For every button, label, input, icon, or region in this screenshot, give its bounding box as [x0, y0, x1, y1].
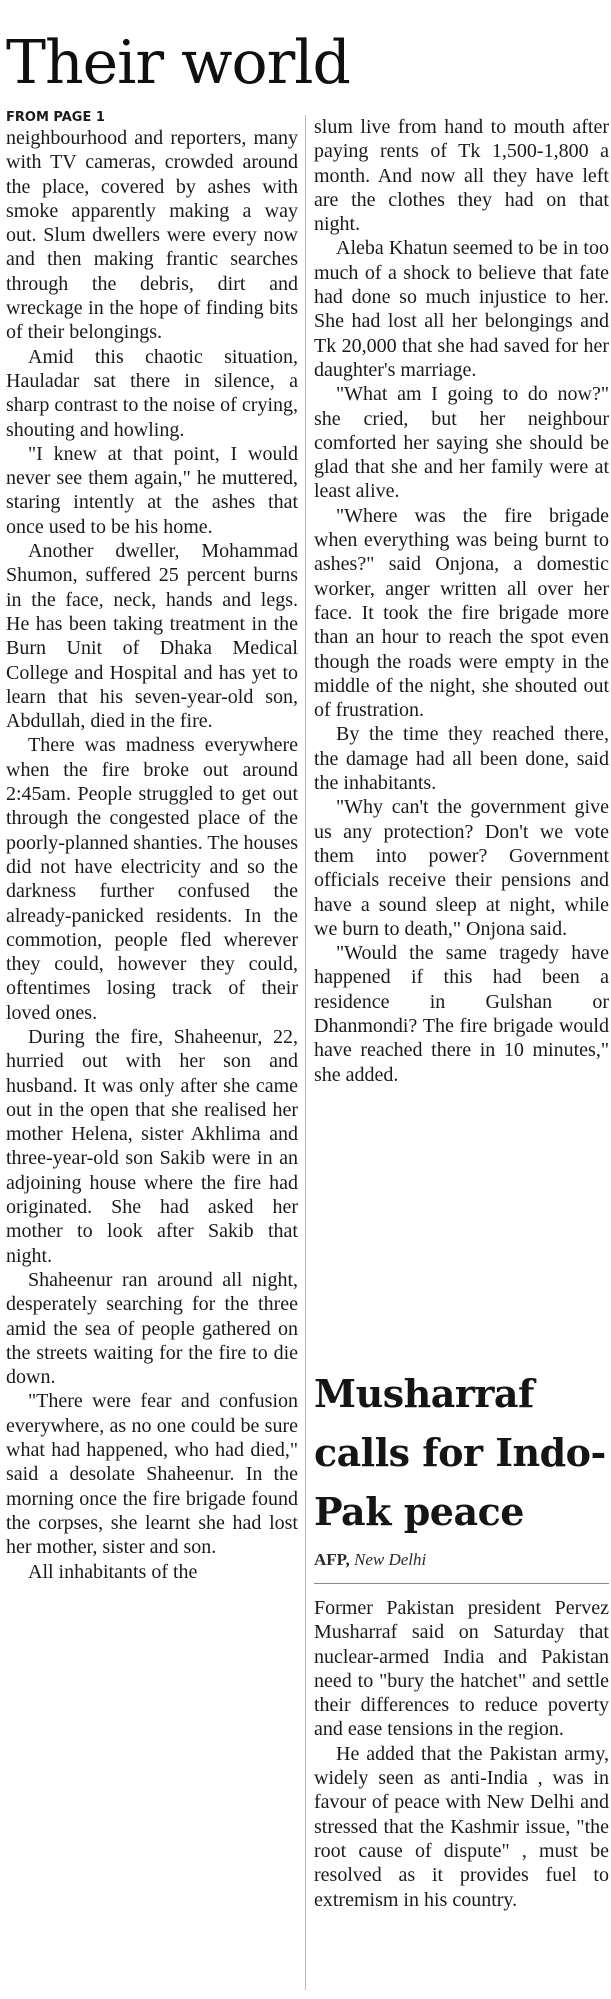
- second-article-headline: [314, 1364, 609, 1541]
- paragraph: neighbourhood and reporters, many with TV cameras, crowded around the place, covered by ashes with smoke apparently making a way out. Slum dwellers were every now and then making frantic searches through the debris, dirt and wreckage in the hope of finding bits of their belongings.: [6, 127, 298, 344]
- dateline-rule: [314, 1583, 609, 1584]
- paragraph: By the time they reached there, the damage had all been done, said the inhabitants.: [314, 723, 609, 795]
- article-right-column: [314, 115, 609, 1087]
- paragraph: There was madness everywhere when the fire broke out around 2:45am. People struggled to get out through the congested place of the poorly-planned shanties. The houses did not have electricity and so the darkness further confused the already-panicked residents. In the commotion, people fled wherever they could, however they could, oftentimes losing track of their loved ones.: [6, 734, 298, 1024]
- paragraph: Another dweller, Mohammad Shumon, suffered 25 percent burns in the face, neck, hands and legs. He has been taking treatment in the Burn Unit of Dhaka Medical College and Hospital and has yet to learn that his seven-year-old son, Abdullah, died in the fire.: [6, 540, 298, 733]
- paragraph: He added that the Pakistan army, widely seen as anti-India , was in favour of peace with New Delhi and stressed that the Kashmir issue, "the root cause of dispute" , must be resolved as it provides fuel to extremism in his country.: [314, 1742, 609, 1911]
- paragraph: Aleba Khatun seemed to be in too much of a shock to believe that fate had done so much injustice to her. She had lost all her belongings and Tk 20,000 that she had saved for her daughter's marriage.: [314, 237, 609, 381]
- agency-name: AFP,: [314, 1550, 350, 1569]
- paragraph: All inhabitants of the: [28, 1560, 198, 1583]
- second-article-body: [314, 1596, 609, 1912]
- paragraph: "Where was the fire brigade when everything was being burnt to ashes?" said Onjona, a domestic worker, anger written all over her face. It took the fire brigade more than an hour to reach the spot even though the roads were empty in the middle of the night, she shouted out of frustration.: [314, 504, 609, 722]
- paragraph: "What am I going to do now?" she cried, but her neighbour comforted her saying she should be glad that she and her family were at least alive.: [314, 383, 609, 503]
- paragraph: "Would the same tragedy have happened if this had been a residence in Gulshan or Dhanmondi? The fire brigade would have reached there in 10 minutes," she added.: [314, 942, 609, 1086]
- article-headline: Their world: [6, 28, 350, 98]
- paragraph: Amid this chaotic situation, Hauladar sat there in silence, a sharp contrast to the noise of crying, shouting and howling.: [6, 345, 298, 441]
- paragraph: "There were fear and confusion everywhere, as no one could be sure what had happened, who had died," said a desolate Shaheenur. In the morning once the fire brigade found the corpses, she learnt she had lost her mother, sister and son.: [6, 1390, 298, 1559]
- agency-dateline: [314, 1549, 426, 1571]
- headline-line: Musharraf: [314, 1371, 534, 1416]
- dateline-place: New Delhi: [354, 1550, 427, 1569]
- paragraph: Shaheenur ran around all night, desperately searching for the three amid the sea of people gathered on the streets waiting for the fire to die down.: [6, 1268, 298, 1389]
- headline-line: Pak peace: [314, 1489, 524, 1534]
- article-left-column: FROM PAGE 1 neighbourhood and reporters, many with TV cameras, crowded around the place, covered by ashes with smoke apparently making a way out. Slum dwellers were every now and then making frantic searches through the debris, dirt and wreckage in the hope of finding bits of their belongings. Amid this chaotic situation, Hauladar sat there in silence, a sharp contrast to the noise of crying, shouting and howling. "I knew at that point, I would never see them again," he muttered, staring intently at the ashes that once used to be his home. Another dweller, Mohammad Shumon, suffered 25 percent burns in the face, neck, hands and legs. He has been taking treatment in the Burn Unit of Dhaka Medical College and Hospital and has yet to learn that his seven-year-old son, Abdullah, died in the fire. There was madness everywhere when the fire broke out around 2:45am. People struggled to get out through the congested place of the poorly-planned shanties. The houses did not have electricity and so the darkness further confused the already-panicked residents. In the commotion, people fled wherever they could, however they could, oftentimes losing track of their loved ones. During the fire, Shaheenur, 22, hurried out with her son and husband. It was only after she came out in the open that she realised her mother Helena, sister Akhlima and three-year-old son Sakib were in an adjoining house where the fire had originated. She had asked her mother to look after Sakib that night. Shaheenur ran around all night, desperately searching for the three amid the sea of people gathered on the streets waiting for the fire to die down. "There were fear and confusion everywhere, as no one could be sure what had happened, who had died," said a desolate Shaheenur. In the morning once the fire brigade found the corpses, she learnt she had lost her mother, sister and son. All inhabitants of the: [6, 110, 298, 1583]
- column-divider: [305, 115, 306, 1990]
- headline-line: calls for Indo-: [314, 1430, 606, 1475]
- paragraph: "Why can't the government give us any protection? Don't we vote them into power? Government officials receive their pensions and have a sound sleep at night, while we burn to death," Onjona said.: [314, 796, 609, 940]
- paragraph: slum live from hand to mouth after paying rents of Tk 1,500-1,800 a month. And now all they have left are the clothes they had on that night.: [314, 116, 609, 236]
- paragraph: "I knew at that point, I would never see them again," he muttered, staring intently at the ashes that once used to be his home.: [6, 442, 298, 538]
- paragraph: Former Pakistan president Pervez Musharraf said on Saturday that nuclear-armed India and Pakistan need to "bury the hatchet" and settle their differences to reduce poverty and ease tensions in the region.: [314, 1597, 609, 1741]
- paragraph: During the fire, Shaheenur, 22, hurried out with her son and husband. It was only after she came out in the open that she realised her mother Helena, sister Akhlima and three-year-old son Sakib were in an adjoining house where the fire had originated. She had asked her mother to look after Sakib that night.: [6, 1025, 298, 1267]
